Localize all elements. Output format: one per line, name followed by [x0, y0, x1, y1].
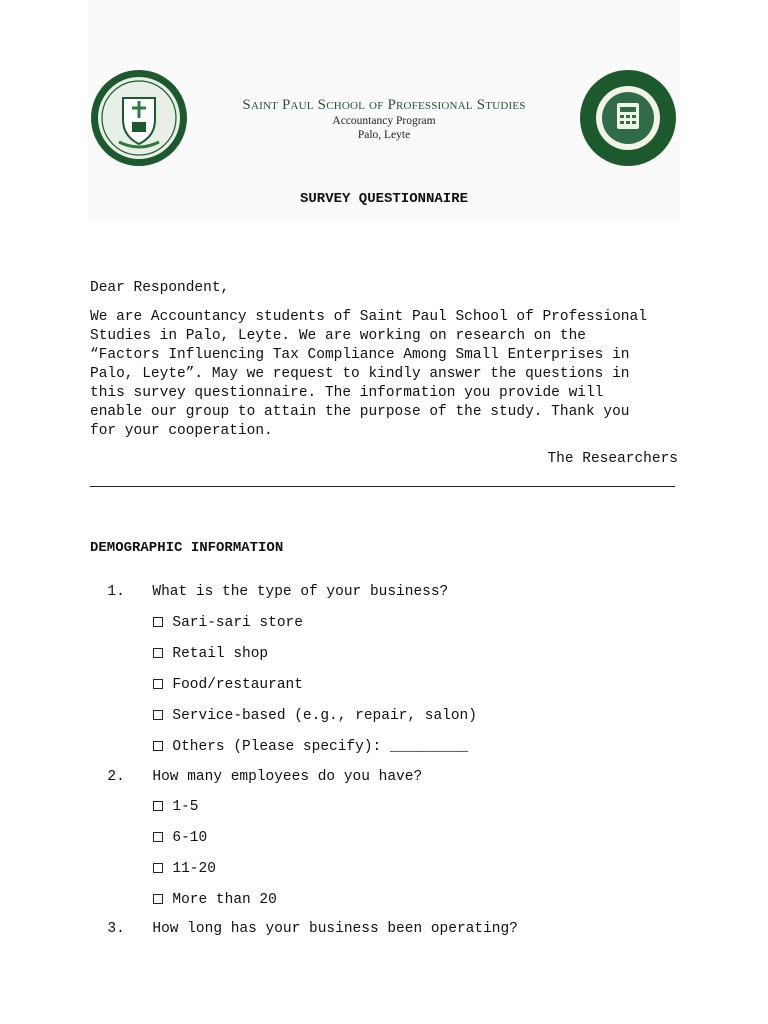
- option-label: 11-20: [172, 861, 216, 877]
- option-service-based[interactable]: [136, 692, 477, 724]
- section-title: DEMOGRAPHIC INFORMATION: [90, 540, 284, 556]
- checkbox[interactable]: [153, 894, 163, 904]
- option-retail-shop[interactable]: [136, 630, 268, 662]
- option-6-10[interactable]: [136, 814, 207, 846]
- checkbox[interactable]: [153, 801, 163, 811]
- letterhead: [200, 96, 568, 142]
- option-label: Sari-sari store: [172, 615, 303, 631]
- page-title: SURVEY QUESTIONNAIRE: [299, 191, 469, 207]
- question-text: How long has your business been operating?: [152, 921, 518, 937]
- question-3: [90, 905, 518, 937]
- checkbox[interactable]: [153, 832, 163, 842]
- program-name: Accountancy Program: [332, 115, 436, 127]
- school-name: Saint Paul School of Professional Studies: [242, 97, 526, 113]
- letter-greeting: Dear Respondent,: [90, 280, 230, 296]
- option-label: More than 20: [172, 892, 277, 908]
- option-label: Others (Please specify): _________: [172, 739, 469, 755]
- option-label: Retail shop: [172, 646, 269, 662]
- question-number: 1.: [107, 584, 125, 600]
- option-others[interactable]: [136, 723, 468, 755]
- checkbox[interactable]: [153, 863, 163, 873]
- option-label: Food/restaurant: [172, 677, 303, 693]
- checkbox[interactable]: [153, 617, 163, 627]
- question-number: 2.: [107, 769, 125, 785]
- letter-signoff: The Researchers: [547, 451, 678, 467]
- checkbox[interactable]: [153, 679, 163, 689]
- checkbox[interactable]: [153, 648, 163, 658]
- option-sari-sari-store[interactable]: [136, 599, 303, 631]
- question-number: 3.: [107, 921, 125, 937]
- option-label: 6-10: [172, 830, 208, 846]
- option-1-5[interactable]: [136, 783, 199, 815]
- section-divider: [90, 486, 675, 487]
- question-text: How many employees do you have?: [152, 769, 423, 785]
- checkbox[interactable]: [153, 710, 163, 720]
- faculty-of-accountancy-seal-icon: [578, 68, 678, 168]
- question-2: [90, 753, 422, 785]
- letter-body: We are Accountancy students of Saint Paul School of Professional Studies in Palo, Leyte. We are working on research on the “Factors Influencing Tax Compliance Among Small Enterprises in Palo, Leyte”. May we request to kindly answer the questions in this survey questionnaire. The information you provide will enable our group to attain the purpose of the study. Thank you for your cooperation.: [90, 309, 647, 439]
- checkbox[interactable]: [153, 741, 163, 751]
- question-text: What is the type of your business?: [152, 584, 449, 600]
- option-11-20[interactable]: [136, 845, 216, 877]
- option-label: Service-based (e.g., repair, salon): [172, 708, 477, 724]
- school-location: Palo, Leyte: [357, 129, 411, 141]
- question-1: [90, 568, 448, 600]
- option-label: 1-5: [172, 799, 199, 815]
- option-food-restaurant[interactable]: [136, 661, 303, 693]
- option-more-than-20[interactable]: [136, 876, 277, 908]
- school-seal-icon: [89, 68, 189, 168]
